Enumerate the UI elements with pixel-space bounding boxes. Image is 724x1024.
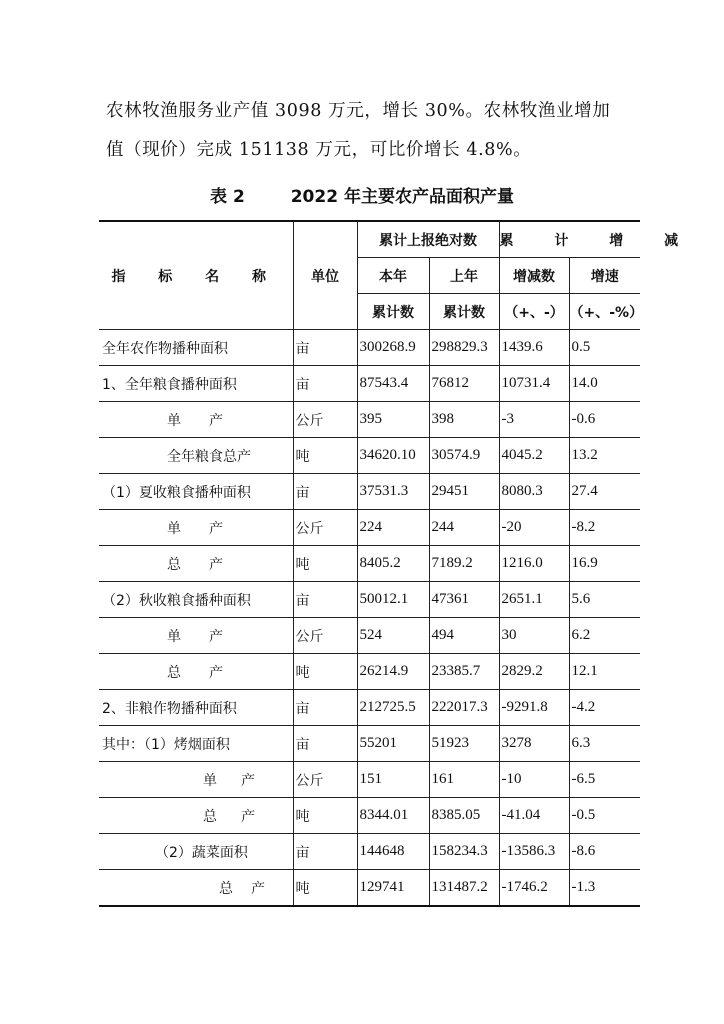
row-last-year: 23385.7 — [429, 654, 499, 690]
row-rate: 13.2 — [569, 438, 640, 474]
crop-area-output-table — [99, 220, 697, 907]
row-unit: 公斤 — [293, 762, 357, 798]
row-name: 2、非粮作物播种面积 — [99, 690, 293, 726]
row-last-year: 29451 — [429, 474, 499, 510]
row-last-year: 76812 — [429, 366, 499, 402]
row-this-year: 144648 — [357, 834, 429, 870]
row-unit: 吨 — [293, 438, 357, 474]
row-this-year: 87543.4 — [357, 366, 429, 402]
row-change: -1746.2 — [499, 870, 569, 907]
row-unit: 公斤 — [293, 402, 357, 438]
table-row — [99, 474, 640, 510]
row-change: -13586.3 — [499, 834, 569, 870]
row-name: 单产 — [99, 762, 293, 798]
row-this-year: 50012.1 — [357, 582, 429, 618]
header-last-year-sub: 累计数 — [429, 294, 499, 330]
row-rate: 6.2 — [569, 618, 640, 654]
row-rate: -1.3 — [569, 870, 640, 907]
row-unit: 亩 — [293, 366, 357, 402]
header-change-amount: 增减数 — [499, 258, 569, 294]
row-change: 4045.2 — [499, 438, 569, 474]
row-change: 8080.3 — [499, 474, 569, 510]
header-indicator: 指 标 名 称 — [99, 221, 293, 330]
row-rate: 6.3 — [569, 726, 640, 762]
row-this-year: 37531.3 — [357, 474, 429, 510]
row-rate: -8.2 — [569, 510, 640, 546]
table-caption — [0, 182, 724, 207]
row-last-year: 298829.3 — [429, 330, 499, 366]
paragraph-line-2: 值（现价）完成 151138 万元，可比价增长 4.8%。 — [106, 140, 532, 160]
row-this-year: 151 — [357, 762, 429, 798]
row-unit: 亩 — [293, 690, 357, 726]
row-this-year: 524 — [357, 618, 429, 654]
row-change: -3 — [499, 402, 569, 438]
row-last-year: 158234.3 — [429, 834, 499, 870]
row-this-year: 55201 — [357, 726, 429, 762]
row-unit: 吨 — [293, 546, 357, 582]
row-change: -20 — [499, 510, 569, 546]
table-row — [99, 366, 640, 402]
row-rate: -0.6 — [569, 402, 640, 438]
row-this-year: 224 — [357, 510, 429, 546]
row-name: 1、全年粮食播种面积 — [99, 366, 293, 402]
table-row — [99, 330, 640, 366]
row-change: 1216.0 — [499, 546, 569, 582]
row-unit: 亩 — [293, 474, 357, 510]
row-rate: 0.5 — [569, 330, 640, 366]
row-this-year: 300268.9 — [357, 330, 429, 366]
table-row — [99, 870, 640, 907]
table-row — [99, 762, 640, 798]
row-unit: 吨 — [293, 798, 357, 834]
row-name: 单产 — [99, 618, 293, 654]
row-name: 总产 — [99, 798, 293, 834]
row-last-year: 244 — [429, 510, 499, 546]
row-last-year: 7189.2 — [429, 546, 499, 582]
row-change: -41.04 — [499, 798, 569, 834]
row-last-year: 51923 — [429, 726, 499, 762]
table-row — [99, 726, 640, 762]
row-last-year: 47361 — [429, 582, 499, 618]
table-row — [99, 438, 640, 474]
row-rate: -8.6 — [569, 834, 640, 870]
table-row — [99, 402, 640, 438]
row-change: 30 — [499, 618, 569, 654]
row-name: 全年粮食总产 — [99, 438, 293, 474]
row-name: 其中：（1）烤烟面积 — [99, 726, 293, 762]
row-unit: 亩 — [293, 582, 357, 618]
header-this-year-sub: 累计数 — [357, 294, 429, 330]
row-name: 总产 — [99, 654, 293, 690]
table-number: 表 2 — [210, 187, 245, 207]
row-unit: 公斤 — [293, 510, 357, 546]
row-last-year: 222017.3 — [429, 690, 499, 726]
table-row — [99, 618, 640, 654]
row-unit: 公斤 — [293, 618, 357, 654]
row-this-year: 34620.10 — [357, 438, 429, 474]
header-change-group: 累 计 增 减 — [499, 221, 640, 258]
header-last-year: 上年 — [429, 258, 499, 294]
row-rate: 14.0 — [569, 366, 640, 402]
paragraph-line-1: 农林牧渔服务业产值 3098 万元，增长 30%。农林牧渔业增加 — [106, 101, 611, 121]
table-row — [99, 834, 640, 870]
row-name: 总产 — [99, 870, 293, 907]
row-change: 2829.2 — [499, 654, 569, 690]
row-change: 10731.4 — [499, 366, 569, 402]
row-name: （1）夏收粮食播种面积 — [99, 474, 293, 510]
row-name: 单产 — [99, 510, 293, 546]
row-name: （2）秋收粮食播种面积 — [99, 582, 293, 618]
row-this-year: 129741 — [357, 870, 429, 907]
row-this-year: 212725.5 — [357, 690, 429, 726]
row-change: 1439.6 — [499, 330, 569, 366]
table-row — [99, 582, 640, 618]
header-change-amount-sub: （+、-） — [499, 294, 569, 330]
table-row — [99, 654, 640, 690]
header-this-year: 本年 — [357, 258, 429, 294]
row-last-year: 398 — [429, 402, 499, 438]
table-row — [99, 690, 640, 726]
row-rate: -6.5 — [569, 762, 640, 798]
row-rate: -4.2 — [569, 690, 640, 726]
row-change: -9291.8 — [499, 690, 569, 726]
row-unit: 亩 — [293, 330, 357, 366]
row-last-year: 8385.05 — [429, 798, 499, 834]
row-change: 3278 — [499, 726, 569, 762]
row-name: 单产 — [99, 402, 293, 438]
row-unit: 吨 — [293, 870, 357, 907]
row-name: 全年农作物播种面积 — [99, 330, 293, 366]
row-unit: 亩 — [293, 726, 357, 762]
row-last-year: 161 — [429, 762, 499, 798]
table-row — [99, 510, 640, 546]
table-title: 2022 年主要农产品面积产量 — [290, 187, 514, 207]
row-last-year: 131487.2 — [429, 870, 499, 907]
row-this-year: 8344.01 — [357, 798, 429, 834]
header-reported-group: 累计上报绝对数 — [357, 221, 499, 258]
row-rate: 5.6 — [569, 582, 640, 618]
row-change: 2651.1 — [499, 582, 569, 618]
row-rate: 27.4 — [569, 474, 640, 510]
row-last-year: 494 — [429, 618, 499, 654]
row-unit: 吨 — [293, 654, 357, 690]
row-last-year: 30574.9 — [429, 438, 499, 474]
row-unit: 亩 — [293, 834, 357, 870]
row-rate: 12.1 — [569, 654, 640, 690]
table-row — [99, 546, 640, 582]
table-row — [99, 798, 640, 834]
row-this-year: 395 — [357, 402, 429, 438]
row-name: 总产 — [99, 546, 293, 582]
header-unit: 单位 — [293, 221, 357, 330]
row-rate: -0.5 — [569, 798, 640, 834]
row-name: （2）蔬菜面积 — [99, 834, 293, 870]
row-change: -10 — [499, 762, 569, 798]
row-this-year: 26214.9 — [357, 654, 429, 690]
header-growth-rate-sub: （+、-%） — [569, 294, 640, 330]
header-growth-rate: 增速 — [569, 258, 640, 294]
row-this-year: 8405.2 — [357, 546, 429, 582]
row-rate: 16.9 — [569, 546, 640, 582]
